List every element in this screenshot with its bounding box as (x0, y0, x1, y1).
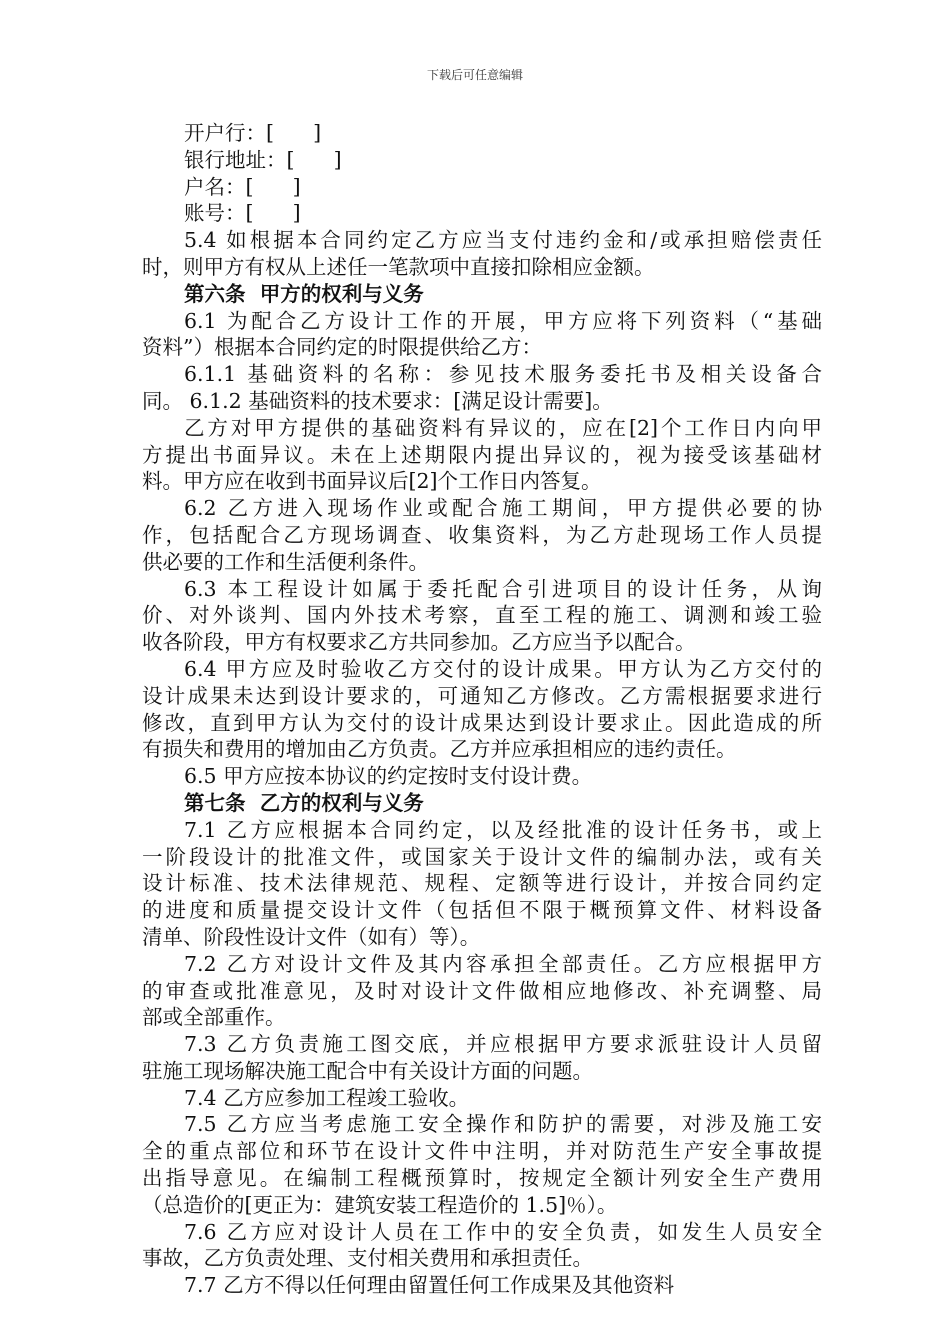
text-line: 出指导意见。在编制工程概预算时，按规定全额计列安全生产费用 (142, 1166, 822, 1191)
text-line: 料。甲方应在收到书面异议后[2]个工作日内答复。 (142, 469, 602, 494)
text-line: 驻施工现场解决施工配合中有关设计方面的问题。 (142, 1058, 593, 1083)
text-line: 事故，乙方负责处理、支付相关费用和承担责任。 (142, 1246, 593, 1271)
text-line: 的进度和质量提交设计文件（包括但不限于概预算文件、材料设备 (142, 898, 822, 923)
text-line: 修改，直到甲方认为交付的设计成果达到设计要求止。因此造成的所 (142, 710, 822, 735)
text-line: 6.2 乙方进入现场作业或配合施工期间，甲方提供必要的协 (184, 496, 822, 521)
text-line: 7.6 乙方应对设计人员在工作中的安全负责，如发生人员安全 (184, 1219, 822, 1244)
text-line: 6.1.1 基础资料的名称：参见技术服务委托书及相关设备合 (184, 362, 822, 387)
text-line: 7.2 乙方对设计文件及其内容承担全部责任。乙方应根据甲方 (184, 951, 822, 976)
text-line: 同。 6.1.2 基础资料的技术要求：[满足设计需要]。 (142, 388, 613, 413)
text-line: （总造价的[更正为：建筑安装工程造价的 1.5]％）。 (142, 1192, 618, 1217)
text-line: 账号：[ ] (184, 201, 301, 226)
text-line: 7.4 乙方应参加工程竣工验收。 (184, 1085, 470, 1110)
text-line: 时，则甲方有权从上述任一笔款项中直接扣除相应金额。 (142, 254, 655, 279)
text-line: 资料”）根据本合同约定的时限提供给乙方： (142, 335, 542, 360)
text-line: 开户行：[ ] (184, 121, 322, 145)
text-line: 清单、阶段性设计文件（如有）等）。 (142, 924, 481, 949)
text-line: 7.1 乙方应根据本合同约定，以及经批准的设计任务书，或上 (184, 817, 822, 842)
text-line: 的审查或批准意见，及时对设计文件做相应地修改、补充调整、局 (142, 978, 822, 1003)
text-line: 部或全部重作。 (142, 1005, 286, 1030)
text-line: 设计成果未达到设计要求的，可通知乙方修改。乙方需根据要求进行 (142, 683, 822, 708)
text-line: 一阶段设计的批准文件，或国家关于设计文件的编制办法，或有关 (142, 844, 822, 869)
text-line: 户名：[ ] (184, 174, 301, 199)
text-line: 作，包括配合乙方现场调查、收集资料，为乙方赴现场工作人员提 (142, 522, 822, 547)
text-line: 乙方对甲方提供的基础资料有异议的，应在[2]个工作日内向甲 (184, 415, 822, 440)
document-body (142, 120, 822, 1299)
text-line: 银行地址：[ ] (184, 147, 342, 172)
page-header: 下载后可任意编辑 (426, 68, 523, 82)
text-line: 7.3 乙方负责施工图交底，并应根据甲方要求派驻设计人员留 (184, 1032, 822, 1057)
text-line: 收各阶段，甲方有权要求乙方共同参加。乙方应当予以配合。 (142, 630, 696, 655)
text-line: 6.1 为配合乙方设计工作的开展，甲方应将下列资料（“基础 (184, 308, 822, 333)
text-line: 全的重点部位和环节在设计文件中注明，并对防范生产安全事故提 (142, 1139, 822, 1164)
text-line: 方提出书面异议。未在上述期限内提出异议的，视为接受该基础材 (142, 442, 822, 467)
text-line: 6.4 甲方应及时验收乙方交付的设计成果。甲方认为乙方交付的 (184, 656, 822, 681)
text-line: 5.4 如根据本合同约定乙方应当支付违约金和/或承担赔偿责任 (184, 228, 822, 253)
text-line: 供必要的工作和生活便利条件。 (142, 549, 429, 574)
text-line: 价、对外谈判、国内外技术考察，直至工程的施工、调测和竣工验 (142, 603, 822, 628)
text-line: 6.5 甲方应按本协议的约定按时支付设计费。 (184, 764, 593, 789)
section-heading: 第七条 乙方的权利与义务 (184, 790, 424, 815)
text-line: 7.7 乙方不得以任何理由留置任何工作成果及其他资料 (184, 1273, 675, 1298)
text-line: 7.5 乙方应当考虑施工安全操作和防护的需要，对涉及施工安 (184, 1112, 822, 1137)
text-line: 设计标准、技术法律规范、规程、定额等进行设计，并按合同约定 (142, 871, 822, 896)
text-line: 有损失和费用的增加由乙方负责。乙方并应承担相应的违约责任。 (142, 737, 737, 762)
text-line: 6.3 本工程设计如属于委托配合引进项目的设计任务，从询 (184, 576, 822, 601)
section-heading: 第六条 甲方的权利与义务 (184, 281, 424, 306)
